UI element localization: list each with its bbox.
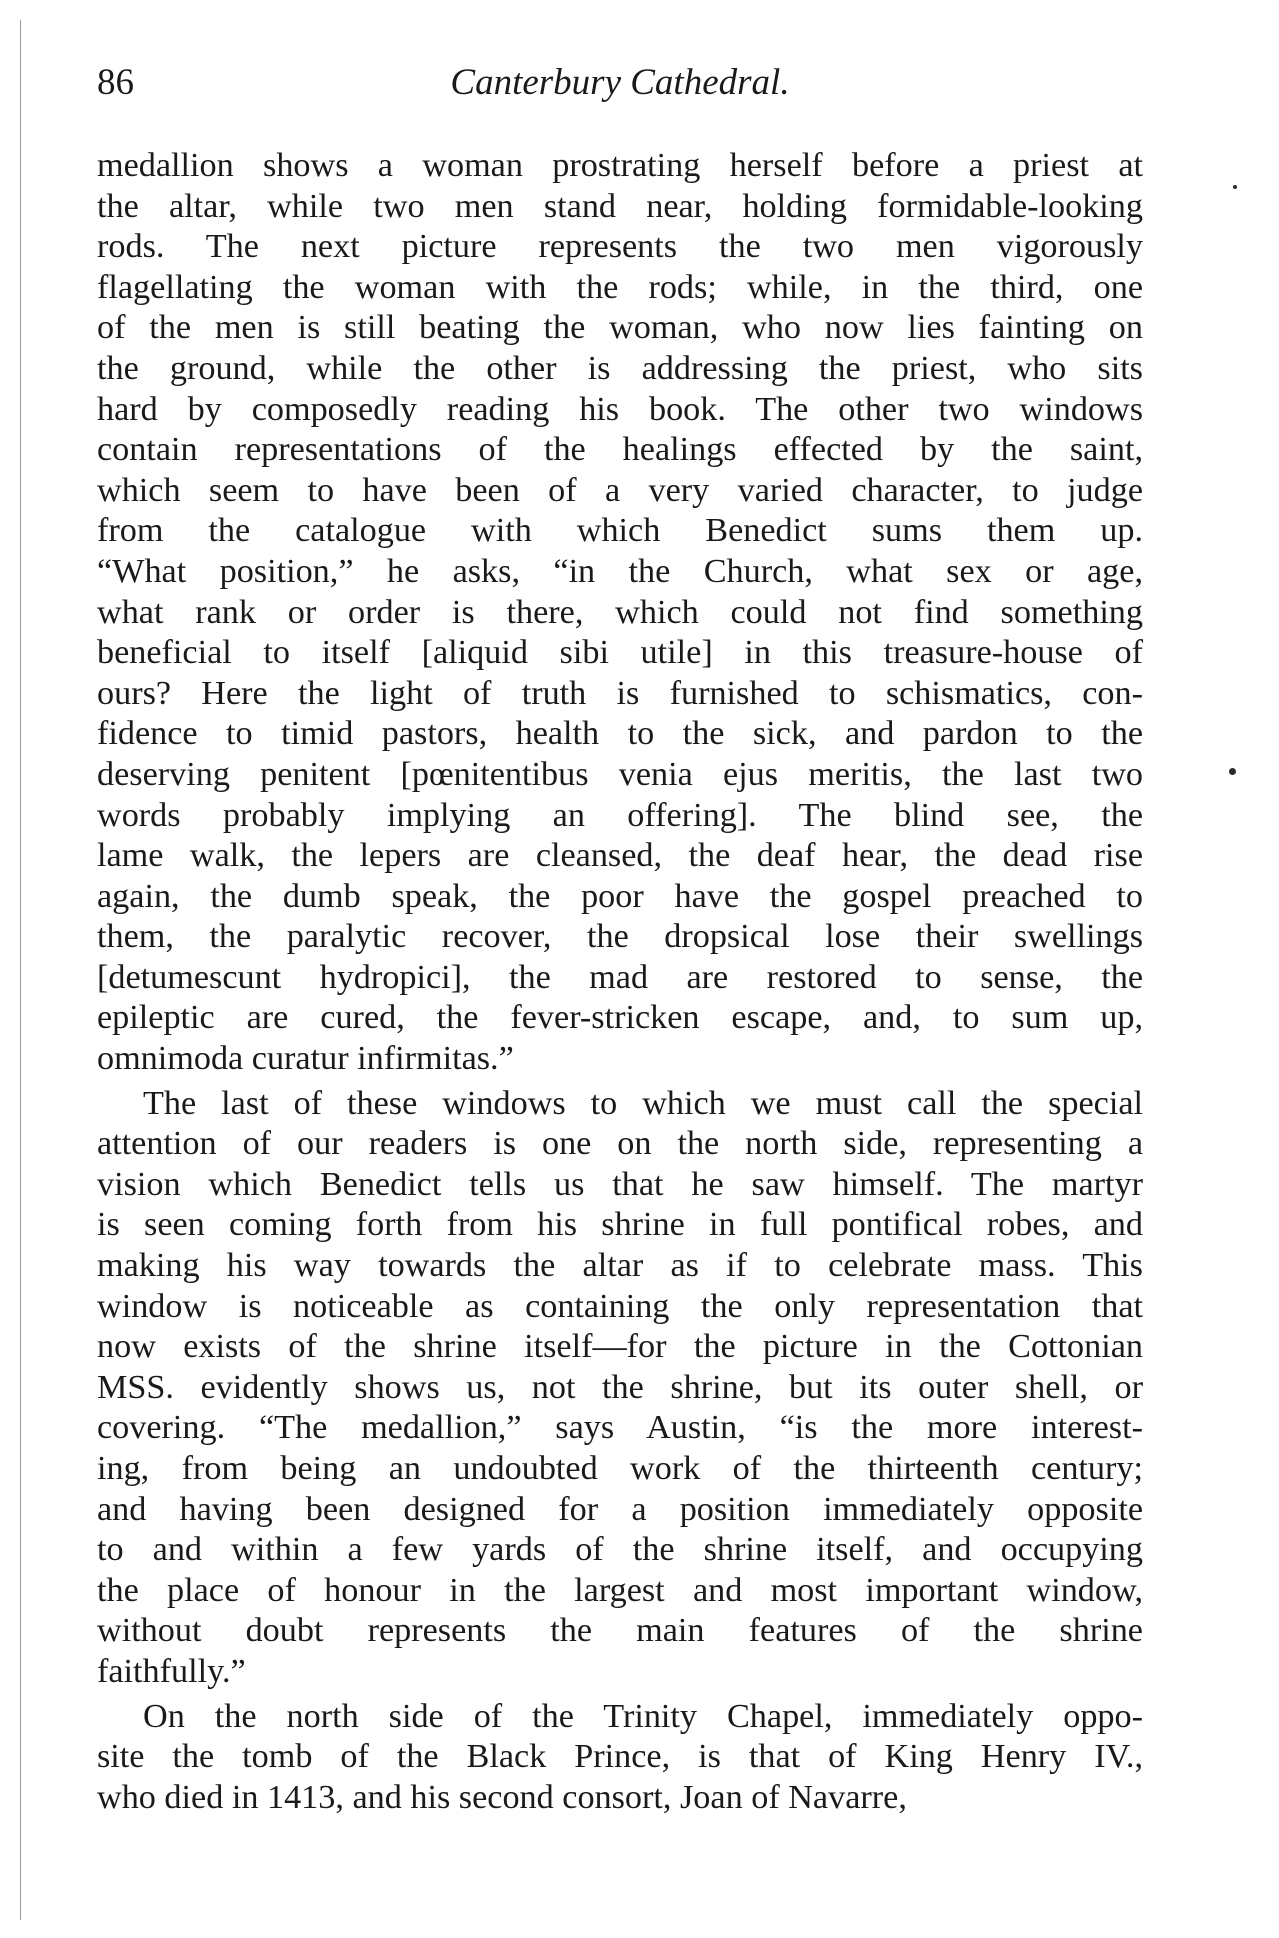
text-line: without doubt represents the main features of the shrine <box>97 1612 1143 1650</box>
text-line: to and within a few yards of the shrine itself, and occupying <box>97 1531 1143 1569</box>
text-line: fidence to timid pastors, health to the sick, and pardon to the <box>97 715 1143 753</box>
text-line: vision which Benedict tells us that he saw himself. The martyr <box>97 1165 1143 1203</box>
text-line: from the catalogue with which Benedict sums them up. <box>97 512 1143 550</box>
text-line: words probably implying an offering]. The blind see, the <box>97 796 1143 834</box>
text-line: ours? Here the light of truth is furnished to schismatics, con- <box>97 674 1143 712</box>
text-line: now exists of the shrine itself—for the picture in the Cottonian <box>97 1328 1143 1366</box>
text-line: who died in 1413, and his second consort, Joan of Navarre, <box>97 1778 907 1816</box>
text-line: On the north side of the Trinity Chapel, immediately oppo- <box>143 1697 1143 1735</box>
text-line: what rank or order is there, which could not find something <box>97 593 1143 631</box>
text-line: which seem to have been of a very varied character, to judge <box>97 471 1143 509</box>
text-line: is seen coming forth from his shrine in full pontifical robes, and <box>97 1206 1143 1244</box>
text-line: again, the dumb speak, the poor have the gospel preached to <box>97 877 1143 915</box>
text-line: [detumescunt hydropici], the mad are restored to sense, the <box>97 958 1143 996</box>
text-line: flagellating the woman with the rods; while, in the third, one <box>97 268 1143 306</box>
text-line: hard by composedly reading his book. The other two windows <box>97 390 1143 428</box>
text-line: the place of honour in the largest and most important window, <box>97 1571 1143 1609</box>
text-line: attention of our readers is one on the north side, representing a <box>97 1125 1143 1163</box>
text-line: contain representations of the healings effected by the saint, <box>97 431 1143 469</box>
text-line: making his way towards the altar as if to celebrate mass. This <box>97 1247 1143 1285</box>
text-line: covering. “The medallion,” says Austin, “is the more interest- <box>97 1409 1143 1447</box>
paragraph <box>97 1697 1143 1819</box>
running-title: Canterbury Cathedral. <box>450 62 790 103</box>
text-line: window is noticeable as containing the only representation that <box>97 1287 1143 1325</box>
text-line: rods. The next picture represents the two men vigorously <box>97 228 1143 266</box>
text-line: and having been designed for a position immediately opposite <box>97 1490 1143 1528</box>
text-line: “What position,” he asks, “in the Church, what sex or age, <box>97 552 1143 590</box>
text-line: beneficial to itself [aliquid sibi utile] in this treasure-house of <box>97 634 1143 672</box>
binding-edge-line <box>20 20 21 1920</box>
margin-speck <box>1233 185 1237 189</box>
text-line: the altar, while two men stand near, holding formidable-looking <box>97 187 1143 225</box>
margin-speck <box>1229 768 1236 775</box>
text-line: epileptic are cured, the fever-stricken escape, and, to sum up, <box>97 999 1143 1037</box>
page-number: 86 <box>97 62 134 103</box>
paragraph <box>97 1084 1143 1693</box>
text-line: the ground, while the other is addressing the priest, who sits <box>97 349 1143 387</box>
text-line: MSS. evidently shows us, not the shrine, but its outer shell, or <box>97 1368 1143 1406</box>
page-header <box>97 58 1143 108</box>
text-line: deserving penitent [pœnitentibus venia ejus meritis, the last two <box>97 755 1143 793</box>
text-line: of the men is still beating the woman, who now lies fainting on <box>97 309 1143 347</box>
text-line: site the tomb of the Black Prince, is that of King Henry IV., <box>97 1738 1143 1776</box>
body-text <box>97 146 1143 1818</box>
paragraph <box>97 146 1143 1080</box>
text-line: ing, from being an undoubted work of the thirteenth century; <box>97 1450 1143 1487</box>
text-line: lame walk, the lepers are cleansed, the deaf hear, the dead rise <box>97 837 1143 875</box>
text-line: them, the paralytic recover, the dropsical lose their swellings <box>97 918 1143 956</box>
text-line: medallion shows a woman prostrating herself before a priest at <box>97 147 1143 184</box>
text-line: The last of these windows to which we must call the special <box>143 1084 1143 1122</box>
text-line: faithfully.” <box>97 1652 246 1690</box>
text-line: omnimoda curatur infirmitas.” <box>97 1040 514 1078</box>
